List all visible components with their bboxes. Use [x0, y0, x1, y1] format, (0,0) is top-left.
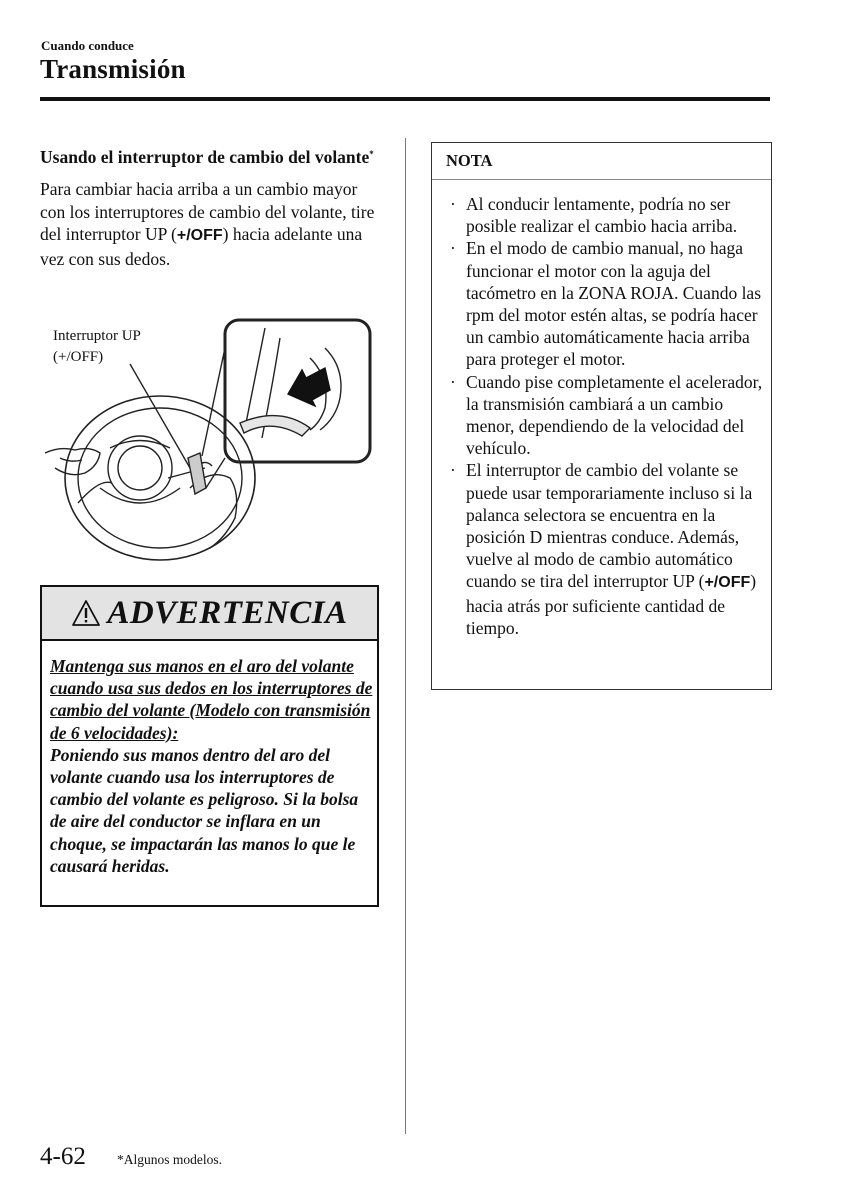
page-title: Transmisión	[40, 54, 186, 84]
figure-label-line1: Interruptor UP	[53, 328, 141, 344]
footnote-mark: *	[369, 149, 374, 159]
warning-title: ADVERTENCIA	[107, 594, 348, 631]
page-number: 4-62	[40, 1143, 86, 1170]
up-switch-key: +/OFF	[704, 574, 751, 592]
steering-wheel-figure	[40, 318, 380, 568]
section-label: Cuando conduce	[41, 38, 134, 53]
warning-text: Poniendo sus manos dentro del aro del volante cuando usa los interruptores de cambio del volante es peligroso. Si la bolsa de aire del conductor se inflara en un choque, se impactarán las manos lo que le causará heridas.	[50, 744, 359, 876]
note-item	[446, 371, 763, 460]
up-switch-key: +/OFF	[176, 227, 223, 244]
note-list	[432, 180, 771, 639]
steering-wheel-illustration	[40, 318, 380, 568]
note-item	[446, 193, 763, 237]
warning-box	[40, 585, 379, 907]
warning-body	[42, 641, 377, 877]
note-item-text: Cuando pise completamente el acelerador, la transmisión cambiará a un cambio menor, dependiendo de la velocidad del vehículo.	[466, 371, 763, 459]
note-item-text: Al conducir lentamente, podría no ser posible realizar el cambio hacia arriba.	[466, 194, 738, 237]
note-item-text: En el modo de cambio manual, no haga funcionar el motor con la aguja del tacómetro en la ZONA ROJA. Cuando las rpm del motor estén altas, se podría hacer un cambio automáticamente hacia arriba para proteger el motor.	[466, 238, 762, 370]
note-item	[446, 459, 763, 639]
note-title: NOTA	[432, 143, 771, 180]
bullet: ·	[450, 238, 456, 259]
column-divider	[405, 138, 406, 1134]
header-rule	[40, 97, 770, 101]
note-item	[446, 237, 763, 370]
note-box	[431, 142, 772, 690]
bullet: ·	[450, 460, 456, 481]
bullet: ·	[450, 371, 456, 392]
warning-header	[42, 587, 377, 641]
instruction-text-end: ) hacia adelante una vez con sus dedos.	[40, 224, 363, 269]
warning-underlined-text: Mantenga sus manos en el aro del volante cuando usa sus dedos en los interruptores de cambio del volante (Modelo con transmisión de 6 velocidades):	[50, 656, 373, 743]
figure-label-line2: (+/OFF)	[53, 349, 104, 365]
instruction-paragraph	[40, 178, 380, 270]
note-item-text-start: El interruptor de cambio del volante se puede usar temporariamente incluso si la palanca selectora se encuentra en la posición D mientras conduce. Además, vuelve al modo de cambio automático cuando se tira del interruptor UP (	[466, 460, 753, 592]
instruction-text-start: Para cambiar hacia arriba a un cambio mayor con los interruptores de cambio del volante, tire del interruptor UP (	[40, 179, 375, 244]
warning-triangle-icon	[71, 599, 101, 627]
subheading	[40, 143, 380, 168]
subheading-text: Usando el interruptor de cambio del volante	[40, 147, 370, 167]
footnote: *Algunos modelos.	[117, 1152, 223, 1167]
bullet: ·	[450, 194, 456, 214]
left-column	[40, 143, 380, 270]
note-item-text-end: ) hacia atrás por suficiente cantidad de tiempo.	[466, 571, 757, 638]
